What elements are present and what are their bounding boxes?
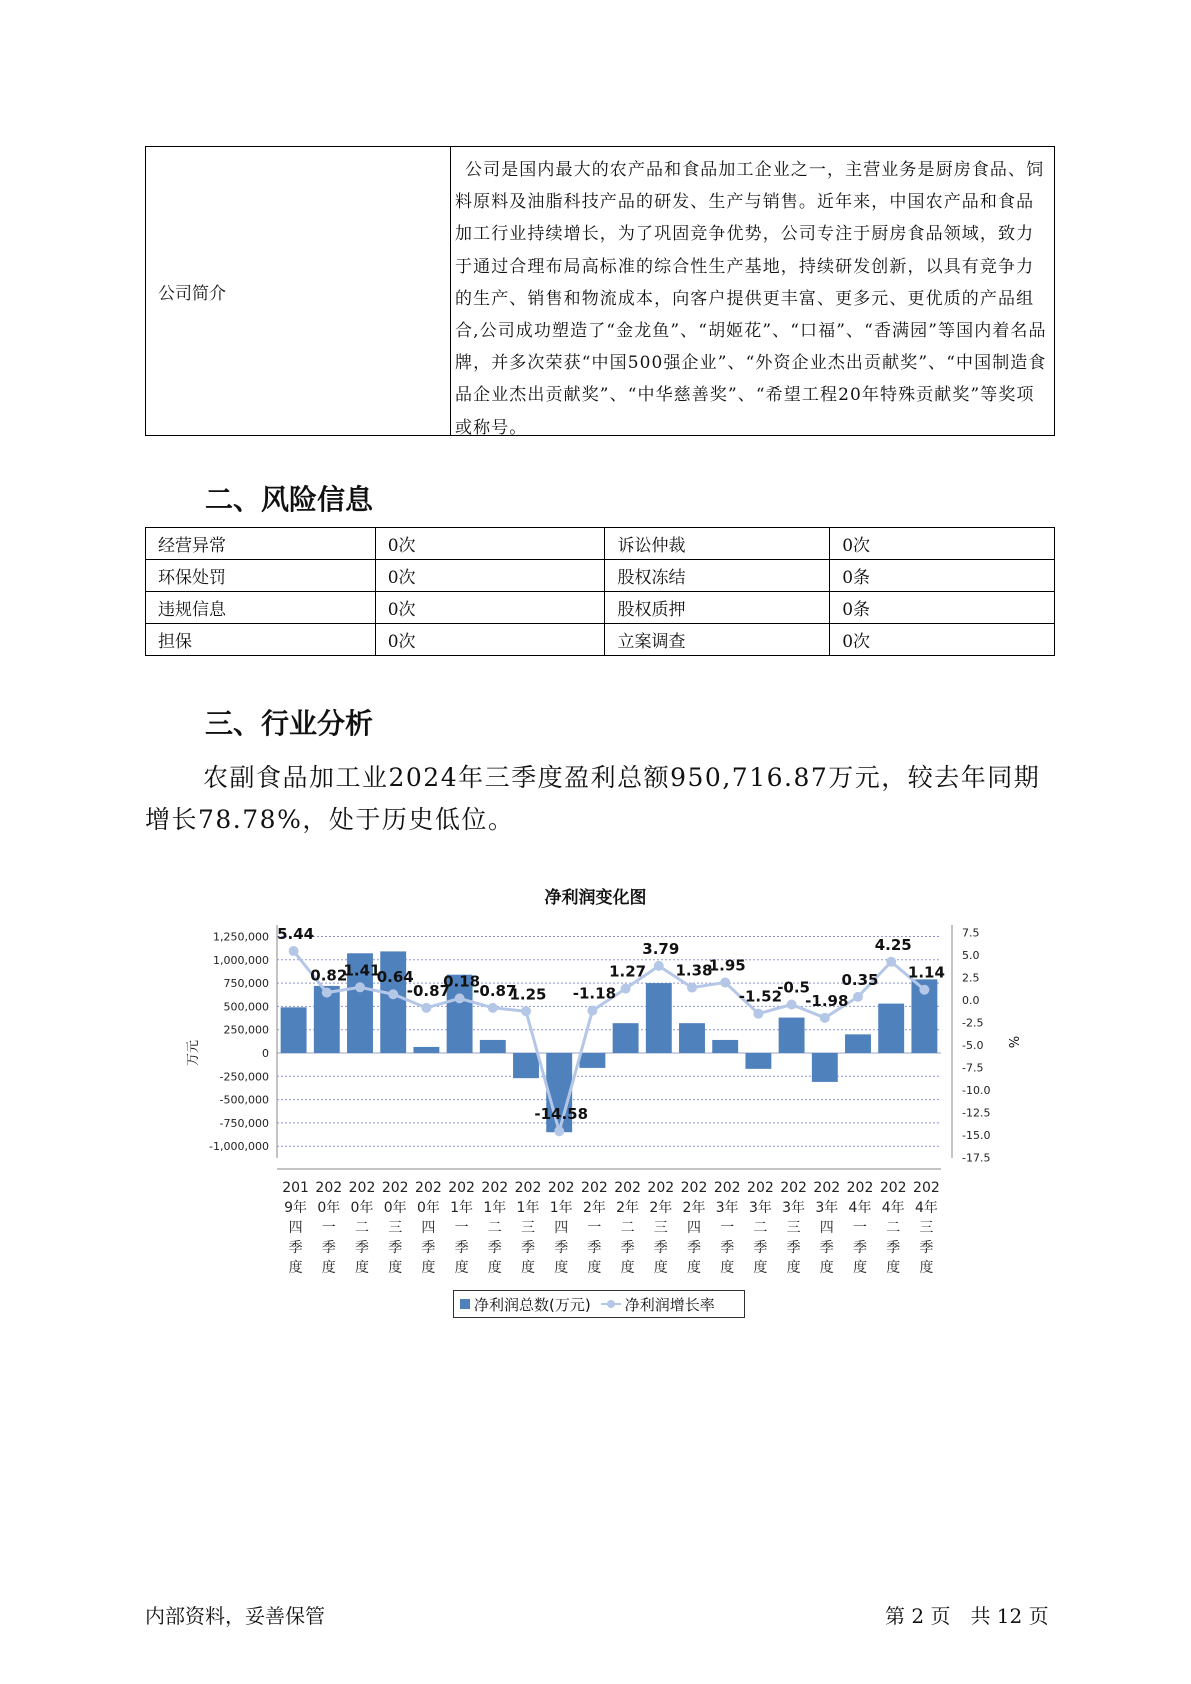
- y2-tick-label: -17.5: [962, 1151, 991, 1165]
- risk-label: 股权冻结: [605, 560, 830, 592]
- bar: [579, 1053, 605, 1068]
- footer-confidential: 内部资料，妥善保管: [145, 1604, 325, 1628]
- x-tick-label: 202 3年二季度: [747, 1180, 774, 1276]
- risk-label: 股权质押: [605, 592, 830, 624]
- legend-line-swatch: [601, 1299, 621, 1309]
- line-point: [587, 1006, 597, 1016]
- data-label: -1.52: [738, 987, 783, 1006]
- line-point: [886, 957, 896, 967]
- bar: [646, 983, 672, 1053]
- x-tick-label: 202 2年三季度: [647, 1180, 675, 1276]
- x-tick-label: 202 4年三季度: [913, 1180, 940, 1276]
- data-label: -1.98: [805, 991, 849, 1010]
- risk-heading: 二、风险信息: [205, 483, 374, 516]
- risk-label: 担保: [146, 624, 376, 656]
- data-label: 0.82: [310, 966, 348, 985]
- y2-tick-label: 2.5: [962, 971, 980, 985]
- x-tick-label: 202 2年二季度: [614, 1180, 641, 1276]
- data-label: 0.64: [376, 968, 414, 987]
- y2-tick-label: -5.0: [962, 1039, 984, 1052]
- x-tick-label: 202 0年四季度: [415, 1180, 442, 1276]
- legend-series-line: 净利润增长率: [624, 1295, 715, 1314]
- bar: [513, 1053, 539, 1078]
- chart-legend: [453, 1290, 745, 1318]
- bar: [281, 1007, 307, 1053]
- x-tick-label: 202 4年二季度: [879, 1180, 907, 1276]
- line-point: [919, 985, 929, 995]
- bar: [745, 1053, 771, 1069]
- line-point: [289, 946, 299, 956]
- risk-value: 0次: [375, 624, 605, 656]
- y-tick-label: 1,250,000: [213, 930, 269, 944]
- legend-series-bar: 净利润总数(万元): [474, 1295, 591, 1314]
- bar: [380, 951, 406, 1053]
- data-label: 1.95: [708, 956, 746, 975]
- data-label: -14.58: [534, 1105, 589, 1124]
- risk-value: 0次: [830, 624, 1055, 656]
- x-tick-label: 202 2年四季度: [680, 1180, 708, 1276]
- line-point: [455, 993, 465, 1003]
- line-point: [488, 1003, 498, 1013]
- y-tick-label: 1,000,000: [213, 953, 269, 967]
- y-axis-title: 万元: [186, 1039, 201, 1067]
- line-point: [820, 1013, 830, 1023]
- y-tick-label: 250,000: [223, 1023, 269, 1037]
- bar: [779, 1018, 805, 1053]
- line-point: [421, 1003, 431, 1013]
- footer-page-number: 第 2 页 共 12 页: [885, 1604, 1049, 1628]
- x-tick-label: 202 1年四季度: [547, 1180, 575, 1276]
- data-label: 4.25: [874, 935, 912, 954]
- x-tick-label: 202 4年一季度: [846, 1180, 874, 1276]
- x-tick-label: 202 0年三季度: [381, 1180, 409, 1276]
- legend-bar-swatch: [460, 1299, 470, 1309]
- x-tick-label: 202 1年二季度: [481, 1180, 509, 1276]
- x-tick-label: 202 0年二季度: [348, 1180, 376, 1276]
- y-tick-label: 0: [262, 1047, 269, 1060]
- bar: [613, 1023, 639, 1053]
- bar: [845, 1034, 871, 1053]
- y2-tick-label: -12.5: [962, 1106, 991, 1120]
- y-tick-label: -250,000: [219, 1070, 269, 1084]
- y2-tick-label: 7.5: [962, 926, 980, 940]
- industry-heading: 三、行业分析: [205, 707, 374, 740]
- line-point: [355, 982, 365, 992]
- line-point: [753, 1009, 763, 1019]
- y-tick-label: -1,000,000: [209, 1140, 269, 1154]
- x-tick-label: 202 3年四季度: [813, 1180, 841, 1276]
- x-tick-label: 202 2年一季度: [581, 1180, 608, 1276]
- risk-value: 0条: [830, 560, 1055, 592]
- company-profile-label: 公司简介: [146, 147, 451, 435]
- bar: [413, 1047, 439, 1053]
- x-tick-label: 202 3年一季度: [713, 1180, 741, 1276]
- risk-value: 0次: [375, 528, 605, 560]
- data-label: -0.87: [473, 981, 517, 1000]
- bar: [812, 1053, 838, 1082]
- y2-tick-label: -2.5: [962, 1016, 984, 1030]
- data-label: 1.27: [609, 962, 647, 981]
- data-label: -0.5: [777, 978, 811, 997]
- bar: [480, 1040, 506, 1053]
- bar: [679, 1023, 705, 1053]
- y2-tick-label: -15.0: [962, 1129, 991, 1142]
- line-point: [720, 977, 730, 987]
- x-tick-label: 201 9年四季度: [282, 1180, 309, 1276]
- line-point: [654, 961, 664, 971]
- x-tick-label: 202 0年一季度: [315, 1180, 343, 1276]
- y2-axis-title: %: [1005, 1035, 1020, 1049]
- y-tick-label: -750,000: [219, 1116, 269, 1130]
- data-label: 0.35: [841, 970, 879, 989]
- y-tick-label: 500,000: [223, 1000, 269, 1014]
- risk-label: 违规信息: [146, 592, 376, 624]
- data-label: 5.44: [277, 925, 315, 944]
- line-point: [388, 989, 398, 999]
- data-label: 3.79: [642, 939, 680, 958]
- line-point: [554, 1126, 564, 1136]
- chart-title: 净利润变化图: [544, 888, 647, 908]
- risk-value: 0次: [375, 560, 605, 592]
- risk-label: 诉讼仲裁: [605, 528, 830, 560]
- data-label: 1.25: [509, 985, 547, 1004]
- risk-label: 环保处罚: [146, 560, 376, 592]
- data-label: -1.18: [572, 984, 617, 1003]
- risk-value: 0次: [830, 528, 1055, 560]
- line-point: [521, 1006, 531, 1016]
- industry-paragraph: 农副食品加工业2024年三季度盈利总额950,716.87万元，较去年同期增长78.78%，处于历史低位。: [145, 763, 1041, 834]
- x-tick-label: 202 3年三季度: [780, 1180, 807, 1276]
- y2-tick-label: 0.0: [962, 994, 980, 1007]
- line-point: [853, 992, 863, 1002]
- bar: [712, 1040, 738, 1053]
- data-label: 1.14: [907, 963, 945, 982]
- bar: [878, 1004, 904, 1053]
- data-label: -0.87: [406, 981, 451, 1000]
- risk-value: 0次: [375, 592, 605, 624]
- risk-value: 0条: [830, 592, 1055, 624]
- x-tick-label: 202 1年三季度: [514, 1180, 542, 1276]
- y2-tick-label: -10.0: [962, 1084, 991, 1097]
- line-point: [687, 983, 697, 993]
- data-label: 1.38: [675, 961, 713, 980]
- line-point: [621, 984, 631, 994]
- x-tick-label: 202 1年一季度: [448, 1180, 475, 1276]
- y2-tick-label: 5.0: [962, 949, 980, 962]
- y-tick-label: -500,000: [219, 1093, 269, 1107]
- y2-tick-label: -7.5: [962, 1061, 984, 1075]
- line-point: [322, 988, 332, 998]
- line-point: [787, 1000, 797, 1010]
- y-tick-label: 750,000: [223, 977, 269, 991]
- risk-label: 立案调查: [605, 624, 830, 656]
- risk-label: 经营异常: [146, 528, 376, 560]
- company-profile-text: 公司是国内最大的农产品和食品加工企业之一，主营业务是厨房食品、饲料原料及油脂科技产品的研发、生产与销售。近年来，中国农产品和食品加工行业持续增长，为了巩固竞争优势，公司专注于厨房食品领域，致力于通过合理布局高标准的综合性生产基地，持续研发创新，以具有竞争力的生产、销售和物流成本，向客户提供更丰富、更多元、更优质的产品组合,公司成功塑造了“金龙鱼”、“胡姬花”、“口福”、“香满园”等国内着名品牌，并多次荣获“中国500强企业”、“外资企业杰出贡献奖”、“中国制造食品企业杰出贡献奖”、“中华慈善奖”、“希望工程20年特殊贡献奖”等奖项或称号。: [455, 160, 1047, 438]
- data-label: 1.41: [343, 961, 381, 980]
- data-label: 0.18: [443, 972, 481, 991]
